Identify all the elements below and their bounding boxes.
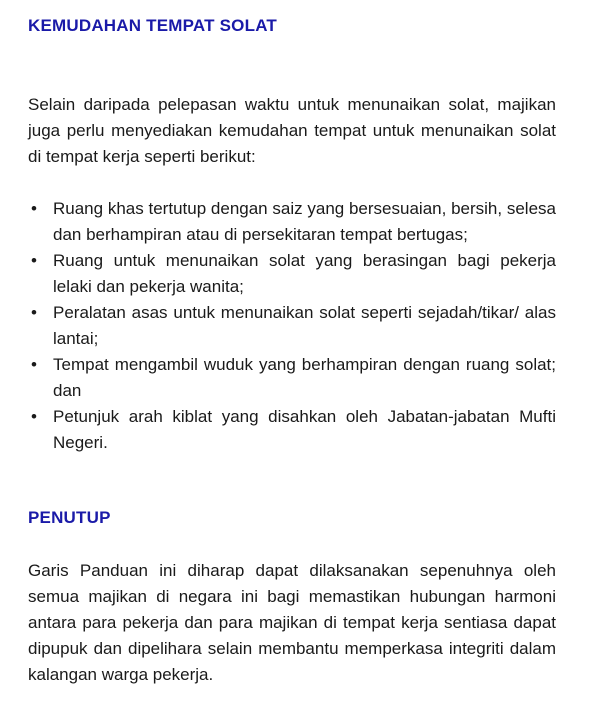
list-item-text: Ruang untuk menunaikan solat yang berasingan bagi pekerja lelaki dan pekerja wanita; <box>53 251 556 296</box>
list-item <box>28 196 556 248</box>
bullet-icon: • <box>31 407 37 426</box>
list-item <box>28 352 556 404</box>
list-item <box>28 248 556 300</box>
bullet-icon: • <box>31 355 37 374</box>
bullet-icon: • <box>31 251 37 270</box>
facility-list <box>28 196 556 456</box>
bullet-icon: • <box>31 303 37 322</box>
list-item-text: Ruang khas tertutup dengan saiz yang bersesuaian, bersih, selesa dan berhampiran atau di persekitaran tempat bertugas; <box>53 199 556 244</box>
list-item-text: Peralatan asas untuk menunaikan solat seperti sejadah/tikar/ alas lantai; <box>53 303 556 348</box>
section-heading-penutup: PENUTUP <box>28 508 111 527</box>
list-item-text: Tempat mengambil wuduk yang berhampiran dengan ruang solat; dan <box>53 355 556 400</box>
list-item <box>28 300 556 352</box>
intro-paragraph: Selain daripada pelepasan waktu untuk menunaikan solat, majikan juga perlu menyediakan kemudahan tempat untuk menunaikan solat di tempat kerja seperti berikut: <box>28 95 556 166</box>
list-item <box>28 404 556 456</box>
bullet-icon: • <box>31 199 37 218</box>
list-item-text: Petunjuk arah kiblat yang disahkan oleh Jabatan-jabatan Mufti Negeri. <box>53 407 556 452</box>
closing-paragraph: Garis Panduan ini diharap dapat dilaksanakan sepenuhnya oleh semua majikan di negara ini bagi memastikan hubungan harmoni antara para pekerja dan para majikan di tempat kerja sentiasa dapat dipupuk dan dipelihara selain membantu memperkasa integriti dalam kalangan warga pekerja. <box>28 561 556 684</box>
section-heading-kemudahan: KEMUDAHAN TEMPAT SOLAT <box>28 16 277 35</box>
